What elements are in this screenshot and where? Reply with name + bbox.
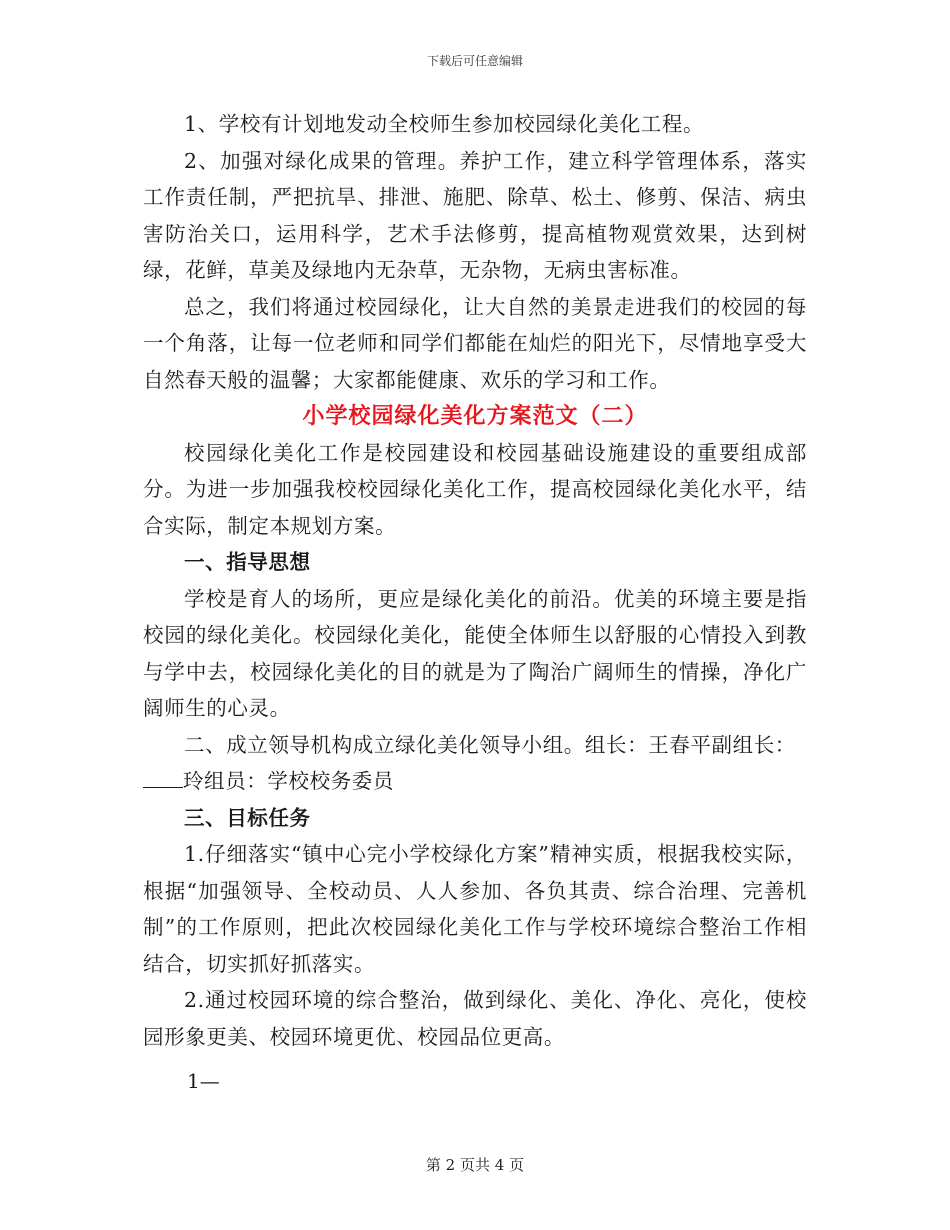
paragraph-6-lead: 二、成立领导机构成立绿化美化领导小组。组长：王春平副组长： <box>184 732 796 757</box>
page-mark: 1— <box>187 1069 220 1093</box>
blank-underline <box>143 767 183 788</box>
footer-page-number: 第 2 页共 4 页 <box>425 1156 525 1174</box>
paragraph-5: 学校是育人的场所，更应是绿化美化的前沿。优美的环境主要是指校园的绿化美化。校园绿化美化，能使全体师生以舒服的心情投入到教与学中去，校园绿化美化的目的就是为了陶治广阔师生的情操，净化广阔师生的心灵。 <box>143 586 807 720</box>
paragraph-4: 校园绿化美化工作是校园建设和校园基础设施建设的重要组成部分。为进一步加强我校校园绿化美化工作，提高校园绿化美化水平，结合实际，制定本规划方案。 <box>143 440 807 538</box>
paragraph-8: 2.通过校园环境的综合整治，做到绿化、美化、净化、亮化，使校园形象更美、校园环境更优、校园品位更高。 <box>143 988 807 1049</box>
heading-guiding-ideology: 一、指导思想 <box>184 550 311 574</box>
paragraph-6-rest: 玲组员：学校校务委员 <box>183 769 394 793</box>
paragraph-3: 总之，我们将通过校园绿化，让大自然的美景走进我们的校园的每一个角落，让每一位老师和同学们都能在灿烂的阳光下，尽情地享受大自然春天般的温馨；大家都能健康、欢乐的学习和工作。 <box>143 294 807 392</box>
paragraph-2: 2、加强对绿化成果的管理。养护工作，建立科学管理体系，落实工作责任制，严把抗旱、排泄、施肥、除草、松土、修剪、保洁、病虫害防治关口，运用科学，艺术手法修剪，提高植物观赏效果，达到树绿，花鲜，草美及绿地内无杂草，无杂物，无病虫害标准。 <box>143 148 807 282</box>
document-body <box>143 106 807 1099</box>
header-note: 下载后可任意编辑 <box>426 54 523 68</box>
paragraph-1: 1、学校有计划地发动全校师生参加校园绿化美化工程。 <box>184 112 705 136</box>
paragraph-6 <box>143 727 807 800</box>
heading-goals: 三、目标任务 <box>184 805 311 830</box>
paragraph-7: 1.仔细落实“镇中心完小学校绿化方案”精神实质，根据我校实际，根据“加强领导、全校动员、人人参加、各负其责、综合治理、完善机制”的工作原则，把此次校园绿化美化工作与学校环境综合整治工作相结合，切实抓好抓落实。 <box>143 842 807 976</box>
section-title: 小学校园绿化美化方案范文（二） <box>302 403 648 429</box>
